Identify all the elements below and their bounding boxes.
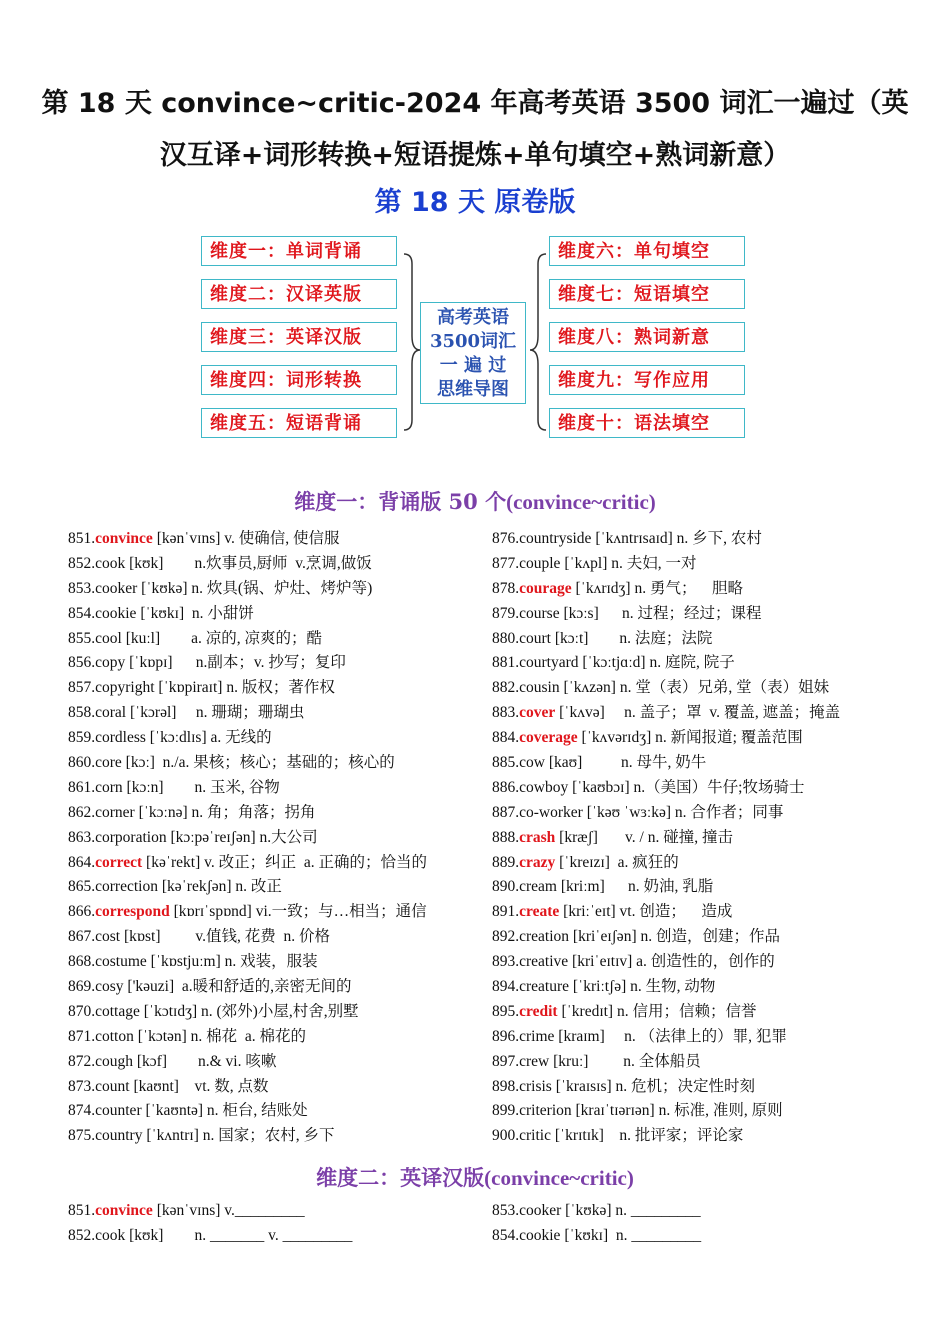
vocab-number: 860. <box>68 754 96 772</box>
vocab-word: creative <box>519 953 569 971</box>
vocab-row <box>492 1224 701 1249</box>
vocab-row <box>68 1075 427 1100</box>
vocab-definition: [ˈkɔːnə] n. 角；角落；拐角 <box>134 803 316 821</box>
vocab-definition: [kruː] n. 全体船员 <box>549 1052 701 1070</box>
vocab-definition: [ˈkʊkə] n. 炊具(锅、炉灶、烤炉等) <box>137 579 373 597</box>
vocab-definition: [ˈkʊkə] n. _________ <box>561 1202 701 1219</box>
vocab-row <box>68 900 427 925</box>
vocab-word: corn <box>95 778 123 796</box>
vocab-number: 869. <box>68 978 96 996</box>
vocab-word: couple <box>519 554 561 572</box>
vocab-row <box>68 602 427 627</box>
vocab-number: 881. <box>492 654 520 672</box>
vocab-row <box>68 1000 427 1025</box>
vocab-row <box>68 1224 352 1249</box>
vocab-word: corner <box>95 803 135 821</box>
vocab-word: criterion <box>519 1102 572 1120</box>
vocab-definition: [kaʊnt] vt. 数, 点数 <box>129 1077 269 1095</box>
vocab-definition: [kɒrɪˈspɒnd] vi.一致；与…相当；通信 <box>169 903 427 921</box>
vocab-number: 855. <box>68 629 96 647</box>
vocab-row <box>68 826 427 851</box>
vocab-row <box>68 701 427 726</box>
vocab-definition: [ˈkʊkɪ] n. 小甜饼 <box>136 604 254 622</box>
vocab-definition: [ˈkɒpɪ] n.副本；v. 抄写；复印 <box>125 654 346 672</box>
vocab-row <box>492 1000 840 1025</box>
vocab-row <box>68 552 427 577</box>
vocab-definition: [kɔːs] n. 过程；经过；课程 <box>559 604 762 622</box>
vocab-number: 864. <box>68 853 96 871</box>
vocab-word: cough <box>95 1052 134 1070</box>
vocab-row <box>492 950 840 975</box>
vocab-row <box>492 1099 840 1124</box>
section1-heading-en: (convince~critic) <box>506 490 656 514</box>
vocab-row <box>68 1050 427 1075</box>
mindmap-center <box>420 302 526 404</box>
vocab-word: cooker <box>95 579 138 597</box>
vocab-word: copyright <box>95 679 155 697</box>
mindmap-center-line-1: 高考英语 <box>437 307 509 328</box>
vocab-definition: [kriːˈeɪt] vt. 创造； 造成 <box>559 903 733 921</box>
vocab-word: cookie <box>95 604 137 622</box>
vocab-number: 899. <box>492 1102 520 1120</box>
vocab-row <box>68 1199 352 1224</box>
section2-heading-cn: 维度二：英译汉版 <box>316 1165 485 1190</box>
mindmap-right-4: 维度九：写作应用 <box>549 365 745 395</box>
vocab-number: 867. <box>68 928 96 946</box>
vocab-number: 893. <box>492 953 520 971</box>
vocab-number: 863. <box>68 828 96 846</box>
mindmap-center-line-3: 一 遍 过 <box>439 355 507 376</box>
vocab-number: 862. <box>68 803 96 821</box>
vocab-definition: [kriˈeɪʃən] n. 创造，创建；作品 <box>569 928 780 946</box>
vocab-row <box>492 1050 840 1075</box>
vocab-row <box>68 975 427 1000</box>
vocab-definition: [kræʃ] v. / n. 碰撞, 撞击 <box>555 828 733 846</box>
vocab-number: 858. <box>68 704 96 722</box>
right-brace <box>530 254 546 430</box>
vocab-number: 883. <box>492 704 520 722</box>
vocab-definition: [ˈkɔːdlɪs] a. 无线的 <box>145 729 272 747</box>
vocab-number: 898. <box>492 1077 520 1095</box>
vocab-row <box>492 826 840 851</box>
vocab-word: co-worker <box>519 803 583 821</box>
vocab-definition: [kaʊ] n. 母牛, 奶牛 <box>544 754 707 772</box>
section1-left-column <box>68 527 427 1149</box>
vocab-word: corporation <box>95 828 167 846</box>
vocab-number: 879. <box>492 604 520 622</box>
vocab-word: count <box>95 1077 130 1095</box>
vocab-word: cook <box>95 554 126 572</box>
vocab-definition: [ˈkɔːtjɑːd] n. 庭院, 院子 <box>578 654 735 672</box>
vocab-number: 856. <box>68 654 96 672</box>
vocab-number: 891. <box>492 903 520 921</box>
vocab-number: 887. <box>492 803 520 821</box>
vocab-number: 854. <box>492 1226 520 1244</box>
vocab-word: correspond <box>95 903 170 921</box>
vocab-row <box>492 676 840 701</box>
vocab-word: critic <box>519 1127 551 1145</box>
vocab-definition: [kriˈeɪtɪv] a. 创造性的，创作的 <box>568 953 775 971</box>
vocab-number: 873. <box>68 1077 96 1095</box>
vocab-definition: [kɔf] n.& vi. 咳嗽 <box>133 1052 277 1070</box>
vocab-word: crew <box>519 1052 550 1070</box>
vocab-word: credit <box>519 1002 558 1020</box>
vocab-row <box>492 751 840 776</box>
vocab-definition: [kraɪˈtɪərɪən] n. 标准, 准则, 原则 <box>571 1102 783 1120</box>
vocab-definition: [ˈkəʊ ˈwɜːkə] n. 合作者；同事 <box>582 803 784 821</box>
vocab-number: 890. <box>492 878 520 896</box>
vocab-row <box>492 925 840 950</box>
vocab-row <box>492 527 840 552</box>
vocab-number: 874. <box>68 1102 96 1120</box>
vocab-definition: [ˈkaʊbɔɪ] n.（美国）牛仔;牧场骑士 <box>568 778 805 796</box>
vocab-number: 852. <box>68 554 96 572</box>
vocab-number: 882. <box>492 679 520 697</box>
vocab-row <box>68 925 427 950</box>
vocab-definition: [kənˈvɪns] v._________ <box>152 1202 305 1219</box>
vocab-word: court <box>519 629 551 647</box>
section2-heading <box>0 1162 950 1192</box>
vocab-row <box>492 776 840 801</box>
mindmap-right-1: 维度六：单句填空 <box>549 236 745 266</box>
vocab-word: cool <box>95 629 122 647</box>
vocab-row <box>68 950 427 975</box>
vocab-word: copy <box>95 654 126 672</box>
document-subtitle: 第 18 天 原卷版 <box>374 187 576 218</box>
vocab-word: cookie <box>519 1226 561 1244</box>
vocab-number: 853. <box>492 1202 520 1219</box>
vocab-row <box>492 851 840 876</box>
mindmap-left-3: 维度三：英译汉版 <box>201 322 397 352</box>
vocab-definition: [ˈkriːtʃə] n. 生物, 动物 <box>569 978 716 996</box>
vocab-number: 885. <box>492 754 520 772</box>
vocab-number: 875. <box>68 1127 96 1145</box>
vocab-definition: [ˈkʌntrɪ] n. 国家；农村, 乡下 <box>142 1127 335 1145</box>
vocab-definition: [kɒst] v.值钱, 花费 n. 价格 <box>120 928 330 946</box>
vocab-word: countryside <box>519 530 592 547</box>
vocab-word: country <box>95 1127 143 1145</box>
vocab-row <box>68 627 427 652</box>
vocab-number: 888. <box>492 828 520 846</box>
vocab-word: cottage <box>95 1002 140 1020</box>
vocab-definition: [kənˈvɪns] v. 使确信, 使信服 <box>152 530 340 547</box>
vocab-row <box>68 801 427 826</box>
vocab-word: create <box>519 903 560 921</box>
vocab-row <box>492 1075 840 1100</box>
vocab-definition: ['kəuzi] a.暖和舒适的,亲密无间的 <box>123 978 352 996</box>
vocab-number: 854. <box>68 604 96 622</box>
vocab-word: crazy <box>519 853 556 871</box>
vocab-word: crash <box>519 828 556 846</box>
vocab-number: 870. <box>68 1002 96 1020</box>
section1-heading <box>0 486 950 516</box>
vocab-word: convince <box>95 530 153 547</box>
vocab-word: cream <box>519 878 557 896</box>
mindmap-left-1: 维度一：单词背诵 <box>201 236 397 266</box>
vocab-definition: [ˈkɒstjuːm] n. 戏装，服装 <box>146 953 318 971</box>
vocab-row <box>68 751 427 776</box>
vocab-number: 880. <box>492 629 520 647</box>
vocab-number: 871. <box>68 1027 96 1045</box>
vocab-definition: [ˈkʌvə] n. 盖子；罩 v. 覆盖, 遮盖；掩盖 <box>555 704 841 722</box>
vocab-definition: [kraɪm] n. （法律上的）罪, 犯罪 <box>554 1027 787 1045</box>
vocab-definition: [kɔːpəˈreɪʃən] n.大公司 <box>166 828 318 846</box>
vocab-word: crime <box>519 1027 555 1045</box>
mindmap-left-4: 维度四：词形转换 <box>201 365 397 395</box>
vocab-word: costume <box>95 953 147 971</box>
vocab-number: 889. <box>492 853 520 871</box>
vocab-number: 897. <box>492 1052 520 1070</box>
vocab-row <box>492 701 840 726</box>
vocab-definition: [kəˈrekt] v. 改正；纠正 a. 正确的；恰当的 <box>142 853 427 871</box>
vocab-row <box>68 527 427 552</box>
vocab-word: correction <box>95 878 158 896</box>
vocab-row <box>492 651 840 676</box>
vocab-word: coral <box>95 704 127 722</box>
vocab-number: 878. <box>492 579 520 597</box>
section1-heading-cn: 维度一：背诵版 50 个 <box>294 489 507 514</box>
vocab-definition: [ˈkʊkɪ] n. _________ <box>560 1226 702 1244</box>
section2-right-column <box>492 1199 701 1249</box>
vocab-number: 859. <box>68 729 96 747</box>
vocab-word: cover <box>519 704 556 722</box>
vocab-number: 872. <box>68 1052 96 1070</box>
vocab-row <box>492 975 840 1000</box>
vocab-definition: [kɔːn] n. 玉米, 谷物 <box>122 778 280 796</box>
section2-left-column <box>68 1199 352 1249</box>
vocab-definition: [kriːm] n. 奶油, 乳脂 <box>556 878 714 896</box>
vocab-row <box>68 676 427 701</box>
vocab-number: 877. <box>492 554 520 572</box>
vocab-number: 857. <box>68 679 96 697</box>
left-brace <box>404 254 420 430</box>
vocab-word: core <box>95 754 122 772</box>
vocab-number: 861. <box>68 778 96 796</box>
vocab-row <box>492 1025 840 1050</box>
vocab-word: creation <box>519 928 570 946</box>
vocab-row <box>492 900 840 925</box>
vocab-row <box>492 1199 701 1224</box>
vocab-definition: [ˈkreɪzɪ] a. 疯狂的 <box>555 853 679 871</box>
vocab-word: coverage <box>519 729 578 747</box>
vocab-number: 852. <box>68 1226 96 1244</box>
vocab-definition: [ˈkaʊntə] n. 柜台, 结账处 <box>141 1102 308 1120</box>
vocab-definition: [ˈkɒpiraɪt] n. 版权；著作权 <box>154 679 335 697</box>
vocab-definition: [kʊk] n.炊事员,厨师 v.烹调,做饭 <box>125 554 372 572</box>
mindmap-center-line-2: 3500词汇 <box>429 331 517 352</box>
mind-map <box>0 0 950 460</box>
vocab-row <box>68 651 427 676</box>
vocab-definition: [ˈkʌrɪdʒ] n. 勇气； 胆略 <box>571 579 743 597</box>
vocab-definition: [ˈkɔtɪdʒ] n. (郊外)小屋,村舍,别墅 <box>139 1002 359 1020</box>
vocab-definition: [ˈkʌpl] n. 夫妇, 一对 <box>560 554 697 572</box>
vocab-number: 884. <box>492 729 520 747</box>
vocab-word: cow <box>519 754 545 772</box>
vocab-definition: [ˈkʌvərɪdʒ] n. 新闻报道; 覆盖范围 <box>577 729 803 747</box>
vocab-row <box>492 552 840 577</box>
mindmap-right-3: 维度八：熟词新意 <box>549 322 745 352</box>
vocab-definition: [ˈkɔrəl] n. 珊瑚；珊瑚虫 <box>126 704 305 722</box>
vocab-definition: [ˈkʌzən] n. 堂（表）兄弟, 堂（表）姐妹 <box>559 679 830 697</box>
document-title: 第 18 天 convince~critic-2024 年高考英语 3500 词汇一遍过（英汉互译+词形转换+短语提炼+单句填空+熟词新意） <box>41 88 909 171</box>
vocab-word: crisis <box>519 1077 552 1095</box>
vocab-word: cosy <box>95 978 124 996</box>
vocab-row <box>492 627 840 652</box>
vocab-row <box>492 801 840 826</box>
vocab-definition: [ˈkredɪt] n. 信用；信赖；信誉 <box>557 1002 757 1020</box>
vocab-definition: [kɔːt] n. 法庭；法院 <box>550 629 713 647</box>
mindmap-right-5: 维度十：语法填空 <box>549 408 745 438</box>
vocab-number: 895. <box>492 1002 520 1020</box>
vocab-number: 851. <box>68 1202 96 1219</box>
vocab-definition: [kʊk] n. _______ v. _________ <box>125 1226 353 1244</box>
vocab-row <box>492 577 840 602</box>
vocab-number: 851. <box>68 530 96 547</box>
vocab-definition: [kɔː] n./a. 果核；核心；基础的；核心的 <box>121 754 395 772</box>
vocab-word: cotton <box>95 1027 134 1045</box>
vocab-definition: [ˈkʌntrɪsaɪd] n. 乡下, 农村 <box>591 530 762 547</box>
vocab-number: 868. <box>68 953 96 971</box>
vocab-word: course <box>519 604 560 622</box>
vocab-definition: [kəˈrekʃən] n. 改正 <box>157 878 282 896</box>
mindmap-left-2: 维度二：汉译英版 <box>201 279 397 309</box>
vocab-definition: [kuːl] a. 凉的, 凉爽的；酷 <box>121 629 323 647</box>
vocab-word: cowboy <box>519 778 569 796</box>
vocab-word: courtyard <box>519 654 579 672</box>
vocab-number: 876. <box>492 530 520 547</box>
vocab-number: 900. <box>492 1127 520 1145</box>
vocab-definition: [ˈkrɪtɪk] n. 批评家；评论家 <box>550 1127 744 1145</box>
vocab-row <box>68 1025 427 1050</box>
vocab-definition: [ˈkraɪsɪs] n. 危机；决定性时刻 <box>551 1077 756 1095</box>
vocab-word: courage <box>519 579 572 597</box>
vocab-row <box>68 577 427 602</box>
mindmap-left-5: 维度五：短语背诵 <box>201 408 397 438</box>
vocab-row <box>492 875 840 900</box>
vocab-row <box>492 726 840 751</box>
vocab-row <box>492 602 840 627</box>
vocab-number: 896. <box>492 1027 520 1045</box>
vocab-row <box>68 1099 427 1124</box>
vocab-row <box>68 1124 427 1149</box>
vocab-row <box>68 875 427 900</box>
vocab-word: cook <box>95 1226 126 1244</box>
vocab-number: 866. <box>68 903 96 921</box>
vocab-word: convince <box>95 1202 153 1219</box>
vocab-row <box>68 851 427 876</box>
vocab-word: correct <box>95 853 143 871</box>
vocab-word: creature <box>519 978 570 996</box>
vocab-row <box>68 726 427 751</box>
vocab-word: cost <box>95 928 121 946</box>
section1-right-column <box>492 527 840 1149</box>
vocab-word: cooker <box>519 1202 562 1219</box>
vocab-word: cordless <box>95 729 146 747</box>
mindmap-right-2: 维度七：短语填空 <box>549 279 745 309</box>
vocab-row <box>68 776 427 801</box>
vocab-number: 853. <box>68 579 96 597</box>
section2-heading-en: (convince~critic) <box>484 1166 634 1190</box>
vocab-row <box>492 1124 840 1149</box>
vocab-definition: [ˈkɔtən] n. 棉花 a. 棉花的 <box>133 1027 307 1045</box>
vocab-number: 894. <box>492 978 520 996</box>
vocab-word: counter <box>95 1102 142 1120</box>
mindmap-center-line-4: 思维导图 <box>437 379 509 400</box>
vocab-word: cousin <box>519 679 560 697</box>
vocab-number: 865. <box>68 878 96 896</box>
vocab-number: 886. <box>492 778 520 796</box>
vocab-number: 892. <box>492 928 520 946</box>
